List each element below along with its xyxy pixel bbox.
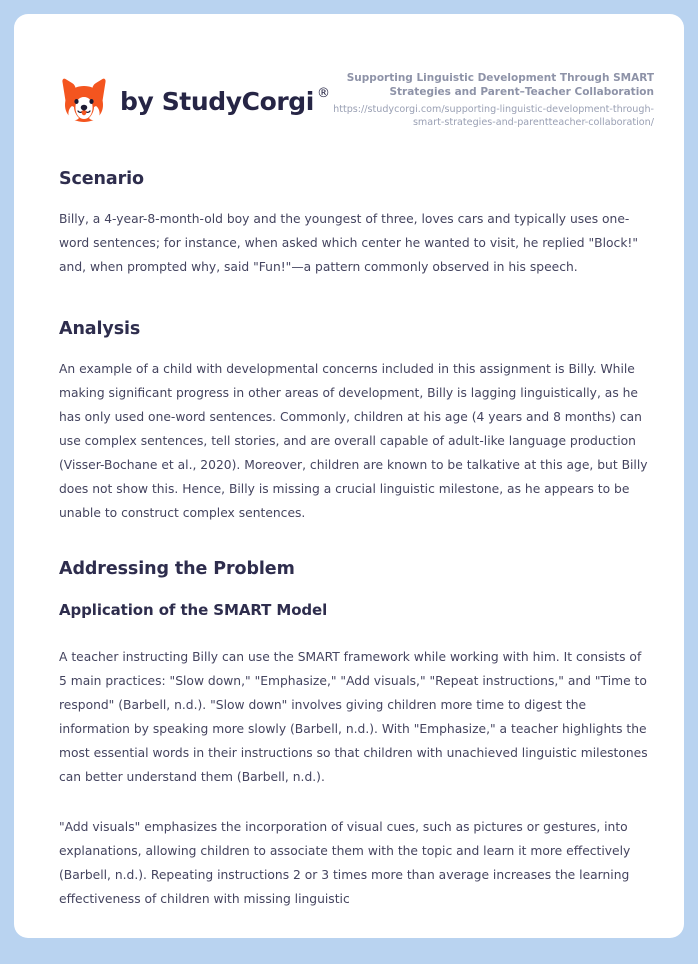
section-paragraph-analysis-1: An example of a child with developmental concerns included in this assignment is Billy. While making significant progress in other areas of development, Billy is lagging linguistically, as he has only used one-word sentences. Commonly, children at his age (4 years and 8 months) can use complex sentences, tell stories, and are overall capable of adult-like language production (Visser-Bochane et al., 2020). Moreover, children are known to be talkative at this age, but Billy does not show this. Hence, Billy is missing a crucial linguistic milestone, as he appears to be unable to construct complex sentences.	[59, 362, 648, 520]
section-heading-scenario: Scenario	[59, 169, 144, 189]
brand-name-text: by StudyCorgi	[120, 86, 314, 116]
registered-trademark-icon: ®	[316, 86, 330, 102]
document-header	[14, 14, 684, 129]
document-page	[14, 14, 684, 938]
page-title: Supporting Linguistic Development Through SMART Strategies and Parent–Teacher Collaboration	[346, 72, 654, 98]
section-heading-addressing-the-problem: Addressing the Problem	[59, 559, 295, 579]
source-url[interactable]: https://studycorgi.com/supporting-linguistic-development-through-smart-strategies-and-parentteacher-collaboration/	[333, 104, 654, 128]
brand-name	[120, 87, 330, 116]
section-heading-analysis: Analysis	[59, 319, 141, 339]
brand-lockup[interactable]	[59, 69, 330, 125]
section-paragraph-smart-2: "Add visuals" emphasizes the incorporation of visual cues, such as pictures or gestures, into explanations, allowing children to associate them with the topic and learn it more effectively (Barbell, n.d.). Repeating instructions 2 or 3 times more than average increases the learning effectiveness of children with missing linguistic	[59, 820, 631, 906]
subsection-heading-application-of-the-smart-model: Application of the SMART Model	[59, 601, 328, 619]
section-paragraph-smart-1: A teacher instructing Billy can use the SMART framework while working with him. It consists of 5 main practices: "Slow down," "Emphasize," "Add visuals," "Repeat instructions," and "Time to respond" (Barbell, n.d.). "Slow down" involves giving children more time to digest the information by speaking more slowly (Barbell, n.d.). With "Emphasize," a teacher highlights the most essential words in their instructions so that children with unachieved linguistic milestones can better understand them (Barbell, n.d.).	[59, 650, 648, 784]
section-paragraph-scenario-1: Billy, a 4-year-8-month-old boy and the youngest of three, loves cars and typically uses one-word sentences; for instance, when asked which center he wanted to visit, he replied "Block!" and, when prompted why, said "Fun!"—a pattern commonly observed in his speech.	[59, 212, 639, 274]
corgi-head-icon	[59, 75, 109, 125]
document-meta	[330, 69, 654, 129]
document-body	[14, 169, 684, 911]
